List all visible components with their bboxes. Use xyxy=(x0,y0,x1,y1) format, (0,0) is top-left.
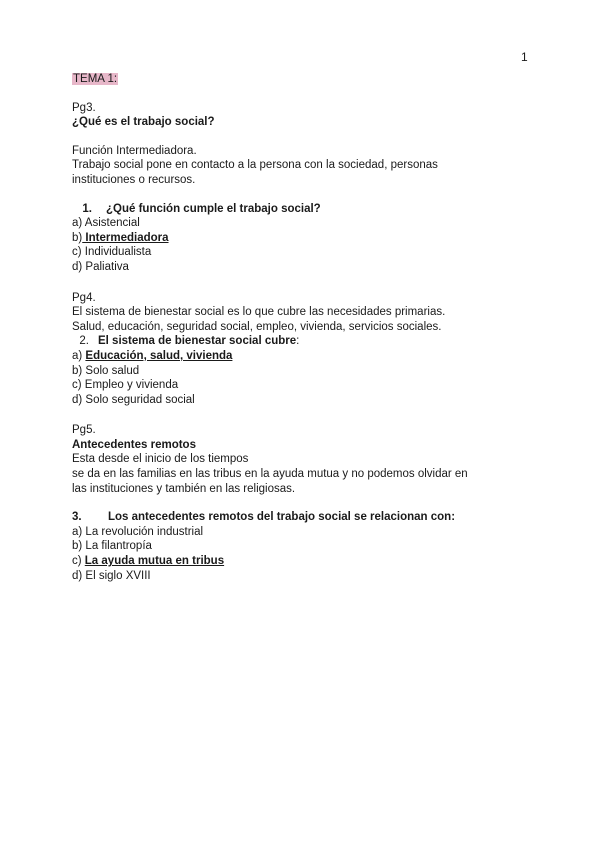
option-prefix: c) xyxy=(72,555,85,568)
s3-question-text: Los antecedentes remotos del trabajo social se relacionan con: xyxy=(108,511,456,524)
s2-option-b xyxy=(72,364,532,379)
s3-option-a xyxy=(72,525,532,540)
s2-question xyxy=(72,334,532,349)
s3-question-number: 3. xyxy=(72,511,82,524)
s2-question-colon: : xyxy=(296,335,300,348)
s1-question-number: 1. xyxy=(82,202,92,215)
s2-option-c xyxy=(72,378,532,393)
option-prefix: c) xyxy=(72,246,85,259)
s2-question-number: 2. xyxy=(79,335,89,348)
s1-paragraph-3: instituciones o recursos. xyxy=(72,173,196,186)
option-text: Solo salud xyxy=(85,364,140,377)
option-text-correct: La ayuda mutua en tribus xyxy=(84,555,225,568)
option-prefix: a) xyxy=(72,349,86,362)
option-prefix: b) xyxy=(72,231,83,244)
option-prefix: a) xyxy=(72,525,86,538)
option-text: Solo seguridad social xyxy=(85,393,195,406)
tema-highlight: TEMA 1: xyxy=(73,73,118,85)
option-text: La filantropía xyxy=(85,540,152,553)
s3-option-d xyxy=(72,569,532,584)
s3-paragraph-2: se da en las familias en las tribus en la ayuda mutua y no podemos olvidar en xyxy=(72,468,468,481)
option-text: La revolución industrial xyxy=(85,525,204,538)
option-text: Asistencial xyxy=(84,217,140,230)
option-text-correct: Educación, salud, vivienda xyxy=(85,349,233,362)
s3-page-ref: Pg5. xyxy=(72,424,96,437)
option-text-correct: Intermediadora xyxy=(82,231,169,244)
option-text: Paliativa xyxy=(85,260,129,273)
s1-option-a xyxy=(72,216,532,231)
s3-option-b xyxy=(72,539,532,554)
s1-option-d xyxy=(72,260,532,275)
s2-paragraph-2: Salud, educación, seguridad social, empleo, vivienda, servicios sociales. xyxy=(72,320,442,333)
s1-question-text: ¿Qué función cumple el trabajo social? xyxy=(106,202,321,215)
s1-option-c xyxy=(72,245,532,260)
s2-page-ref: Pg4. xyxy=(72,291,96,304)
s3-question xyxy=(72,510,532,525)
s1-page-ref: Pg3. xyxy=(72,101,96,114)
option-text: Individualista xyxy=(84,246,152,259)
option-prefix: d) xyxy=(72,569,86,582)
s1-paragraph-1: Función Intermediadora. xyxy=(72,144,197,157)
option-prefix: d) xyxy=(72,260,86,273)
option-text: Empleo y vivienda xyxy=(84,379,179,392)
s1-question xyxy=(72,202,532,217)
option-prefix: c) xyxy=(72,379,85,392)
s2-question-text: El sistema de bienestar social cubre xyxy=(98,335,297,348)
s3-paragraph-1: Esta desde el inicio de los tiempos xyxy=(72,453,249,466)
s3-option-c-correct xyxy=(72,554,532,569)
s3-paragraph-3: las instituciones y también en las religiosas. xyxy=(72,482,296,495)
option-prefix: d) xyxy=(72,393,86,406)
tema-heading xyxy=(72,72,532,87)
s2-option-a-correct xyxy=(72,349,532,364)
s1-heading: ¿Qué es el trabajo social? xyxy=(72,116,215,129)
document-body xyxy=(72,72,532,583)
option-text: El siglo XVIII xyxy=(85,569,151,582)
s1-paragraph-2: Trabajo social pone en contacto a la persona con la sociedad, personas xyxy=(72,159,438,172)
s2-paragraph-1: El sistema de bienestar social es lo que cubre las necesidades primarias. xyxy=(72,306,446,319)
option-prefix: b) xyxy=(72,540,86,553)
s1-option-b-correct xyxy=(72,231,532,246)
page-number: 1 xyxy=(521,50,528,64)
option-prefix: a) xyxy=(72,217,85,230)
s2-option-d xyxy=(72,393,532,408)
s3-heading: Antecedentes remotos xyxy=(72,438,196,451)
option-prefix: b) xyxy=(72,364,86,377)
